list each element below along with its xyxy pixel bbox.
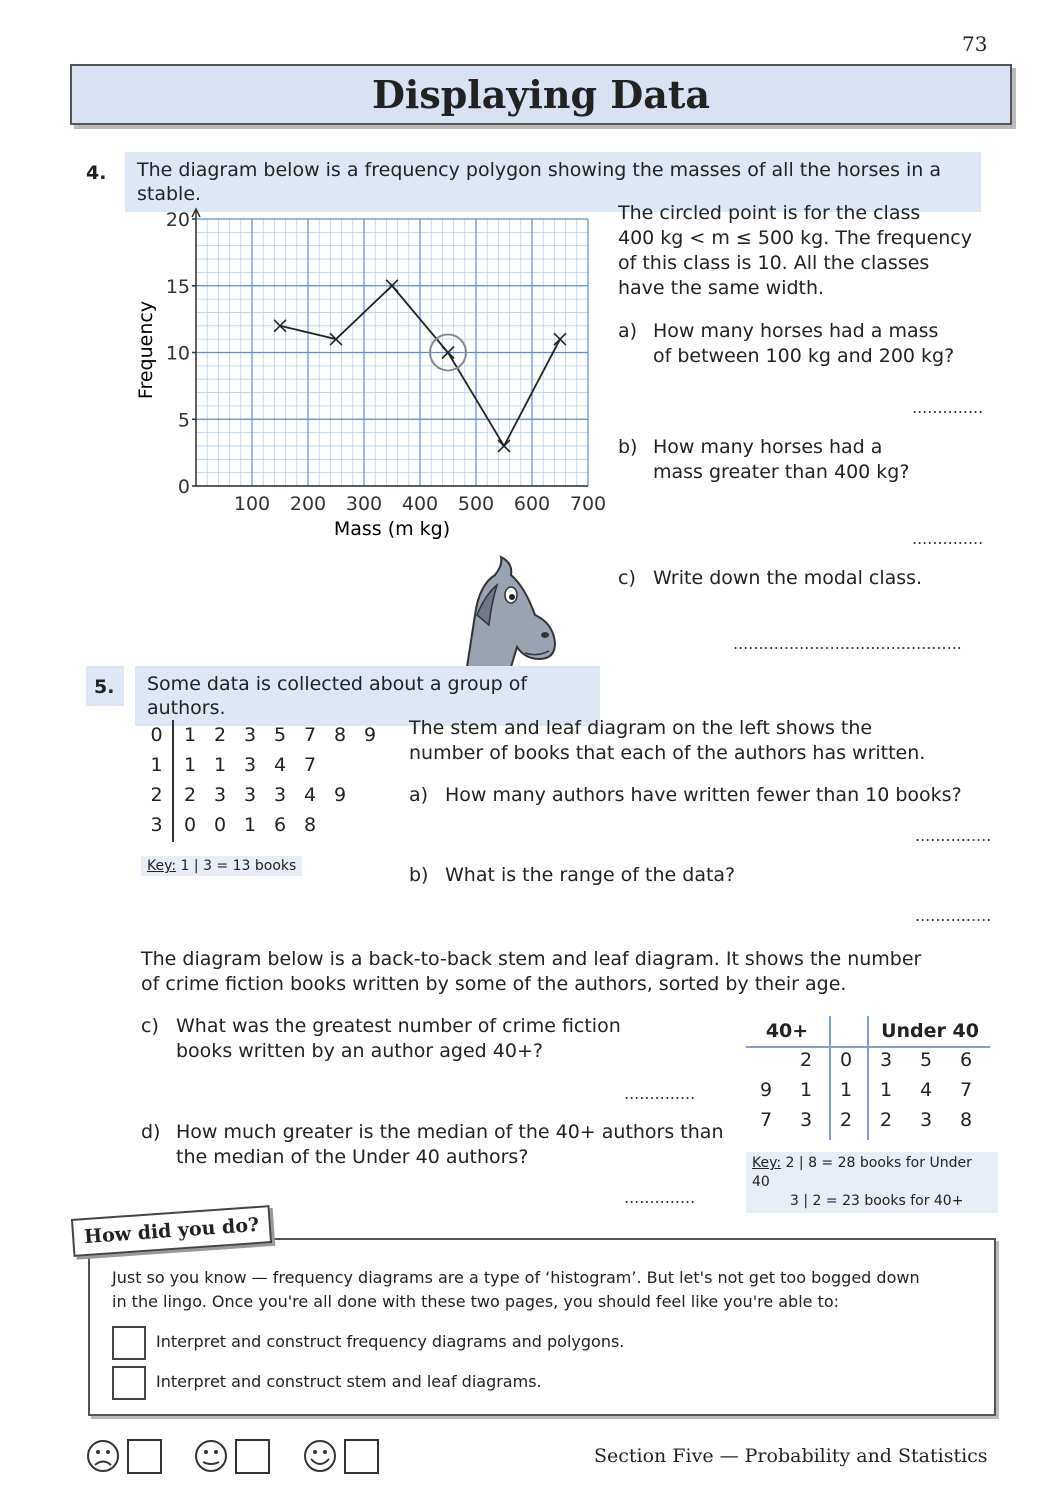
stem-leaf-row [144, 750, 385, 780]
rating-checkbox-neutral[interactable] [236, 1440, 269, 1473]
leaf-value: 2 [183, 784, 197, 806]
x-tick-label: 600 [513, 493, 551, 515]
q4a-line: How many horses had a mass [653, 320, 939, 342]
stem-leaf-row [144, 780, 385, 810]
btb-stem: 0 [839, 1049, 853, 1071]
key-text: 1 | 3 = 13 books [180, 858, 297, 874]
q4-note-line: have the same width. [618, 277, 825, 299]
q5a-answer-field[interactable]: ............... [915, 826, 992, 845]
leaf-value: 2 [213, 724, 227, 746]
frequency-polygon-chart [120, 200, 620, 550]
y-axis-label: Frequency [135, 300, 157, 400]
btb-key-line: 2 | 8 = 28 books for Under 40 [752, 1155, 972, 1190]
stem-leaf-row [144, 720, 385, 750]
y-tick-label: 0 [177, 476, 190, 498]
x-tick-label: 500 [457, 493, 495, 515]
q4-note-line: of this class is 10. All the classes [618, 252, 930, 274]
page-title-banner [70, 64, 1012, 125]
btb-right-leaf: 3 [879, 1049, 893, 1071]
q4c-label: c) [618, 567, 636, 589]
q5-number: 5. [94, 676, 115, 698]
leaf-value: 8 [303, 814, 317, 836]
page-number: 73 [962, 32, 988, 56]
btb-left-leaf: 3 [799, 1109, 813, 1131]
q5d-line: How much greater is the median of the 40+ authors than [176, 1121, 724, 1143]
btb-right-leaf: 2 [879, 1109, 893, 1131]
checkbox-frequency-diagrams[interactable] [112, 1326, 146, 1360]
stem-leaf-key [141, 856, 302, 876]
btb-row [746, 1109, 986, 1131]
btb-intro [141, 947, 921, 997]
btb-intro-line: of crime fiction books written by some of the authors, sorted by their age. [141, 973, 847, 995]
btb-right-leaf: 8 [959, 1109, 973, 1131]
y-tick-label: 20 [165, 209, 190, 231]
leaf-value: 1 [243, 814, 257, 836]
leaf-value: 1 [183, 724, 197, 746]
key-label: Key: [147, 858, 177, 874]
q5d-label: d) [141, 1121, 161, 1143]
q4c-answer-field[interactable]: ............................................. [733, 634, 962, 653]
q4b-label: b) [618, 436, 638, 458]
checkbox-stem-leaf[interactable] [112, 1366, 146, 1400]
q4-note-line: 400 kg < m ≤ 500 kg. The frequency [618, 227, 972, 249]
q4a-answer-field[interactable]: .............. [912, 398, 984, 417]
q5-desc-line: number of books that each of the authors has written. [409, 742, 926, 764]
q4-note [618, 201, 972, 301]
q5c-line: What was the greatest number of crime fiction [176, 1015, 621, 1037]
q5d-question [176, 1120, 723, 1170]
q4b-answer-field[interactable]: .............. [912, 529, 984, 548]
btb-key [746, 1152, 998, 1213]
leaf-value: 6 [273, 814, 287, 836]
stem-leaf-row [144, 810, 385, 840]
q5a-question: How many authors have written fewer than 10 books? [445, 784, 962, 806]
leaf-value: 1 [213, 754, 227, 776]
q5d-answer-field[interactable]: .............. [624, 1188, 696, 1207]
leaf-value: 3 [273, 784, 287, 806]
footer-section-label: Section Five — Probability and Statistics [594, 1445, 988, 1467]
leaf-value: 4 [273, 754, 287, 776]
leaf-value: 4 [303, 784, 317, 806]
leaf-value: 3 [243, 754, 257, 776]
leaf-value: 3 [243, 724, 257, 746]
leaf-value: 0 [183, 814, 197, 836]
stem-value: 0 [150, 724, 163, 746]
btb-right-leaf: 4 [919, 1079, 933, 1101]
stem-value: 2 [150, 784, 163, 806]
x-tick-label: 100 [233, 493, 271, 515]
y-tick-label: 10 [165, 342, 190, 365]
btb-left-leaf: 1 [799, 1079, 813, 1101]
btb-right-leaf: 1 [879, 1079, 893, 1101]
q4-intro: The diagram below is a frequency polygon showing the masses of all the horses in a stable. [125, 152, 981, 212]
leaf-value: 9 [333, 784, 347, 806]
self-assessment-line: Just so you know — frequency diagrams are a type of ‘histogram’. But let's not get too bogged down [112, 1268, 920, 1287]
btb-key-line: 3 | 2 = 23 books for 40+ [790, 1193, 964, 1209]
q4b-line: How many horses had a [653, 436, 883, 458]
neutral-face-icon [196, 1441, 226, 1471]
q5-desc-line: The stem and leaf diagram on the left shows the [409, 717, 873, 739]
q5b-question: What is the range of the data? [445, 864, 736, 886]
stem-leaf-diagram [144, 720, 385, 840]
self-assessment-line: in the lingo. Once you're all done with these two pages, you should feel like you're able to: [112, 1292, 840, 1311]
q5b-answer-field[interactable]: ............... [915, 906, 992, 925]
q5d-line: the median of the Under 40 authors? [176, 1146, 529, 1168]
q4a-line: of between 100 kg and 200 kg? [653, 345, 955, 367]
q4a-question [653, 319, 954, 369]
leaf-value: 1 [183, 754, 197, 776]
btb-left-leaf: 7 [759, 1109, 773, 1131]
rating-checkbox-sad[interactable] [128, 1440, 161, 1473]
btb-right-leaf: 3 [919, 1109, 933, 1131]
q4b-line: mass greater than 400 kg? [653, 461, 910, 483]
btb-intro-line: The diagram below is a back-to-back stem and leaf diagram. It shows the number [141, 948, 922, 970]
page-title: Displaying Data [371, 72, 711, 117]
btb-row [746, 1079, 986, 1101]
q5b-label: b) [409, 864, 429, 886]
back-to-back-stem-leaf [746, 1016, 990, 1140]
btb-right-header: Under 40 [881, 1020, 979, 1042]
q5c-question [176, 1014, 621, 1064]
btb-left-leaf: 2 [799, 1049, 813, 1071]
q5-description [409, 716, 925, 766]
checklist-item: Interpret and construct frequency diagrams and polygons. [156, 1332, 625, 1351]
x-tick-label: 400 [401, 493, 439, 515]
y-tick-label: 15 [165, 275, 190, 298]
btb-right-leaf: 7 [959, 1079, 973, 1101]
rating-checkbox-happy[interactable] [345, 1440, 378, 1473]
btb-right-leaf: 6 [959, 1049, 973, 1071]
btb-stem: 2 [839, 1109, 853, 1131]
sad-face-icon [88, 1441, 118, 1471]
x-axis-label: Mass (m kg) [333, 518, 451, 540]
leaf-value: 7 [303, 724, 317, 746]
q5-intro: Some data is collected about a group of authors. [135, 666, 600, 726]
btb-left-leaf: 9 [759, 1079, 773, 1101]
leaf-value: 8 [333, 724, 347, 746]
btb-stem: 1 [839, 1079, 853, 1101]
q4-number: 4. [86, 162, 107, 184]
horse-cartoon-image [455, 555, 565, 667]
x-tick-label: 300 [345, 493, 383, 515]
stem-value: 3 [150, 814, 163, 836]
leaf-value: 0 [213, 814, 227, 836]
q5c-line: books written by an author aged 40+? [176, 1040, 543, 1062]
q4b-question [653, 435, 909, 485]
q5c-answer-field[interactable]: .............. [624, 1084, 696, 1103]
leaf-value: 3 [213, 784, 227, 806]
q5c-label: c) [141, 1015, 159, 1037]
btb-key-label: Key: [752, 1155, 782, 1171]
leaf-value: 7 [303, 754, 317, 776]
q5a-label: a) [409, 784, 429, 806]
btb-row [746, 1049, 986, 1071]
y-tick-label: 5 [177, 409, 190, 432]
leaf-value: 9 [363, 724, 377, 746]
leaf-value: 5 [273, 724, 287, 746]
btb-left-header: 40+ [765, 1020, 809, 1042]
q4-note-line: The circled point is for the class [618, 202, 921, 224]
rating-faces [86, 1438, 386, 1474]
self-assessment-tag: How did you do? [71, 1205, 272, 1257]
stem-value: 1 [150, 754, 163, 776]
btb-right-leaf: 5 [919, 1049, 933, 1071]
happy-face-icon [305, 1441, 335, 1471]
x-tick-label: 700 [569, 493, 607, 515]
q4c-question: Write down the modal class. [653, 567, 923, 589]
x-tick-label: 200 [289, 493, 327, 515]
q4a-label: a) [618, 320, 638, 342]
self-assessment-text [112, 1266, 920, 1314]
leaf-value: 3 [243, 784, 257, 806]
checklist-item: Interpret and construct stem and leaf diagrams. [156, 1372, 542, 1391]
self-assessment-box [88, 1238, 996, 1416]
